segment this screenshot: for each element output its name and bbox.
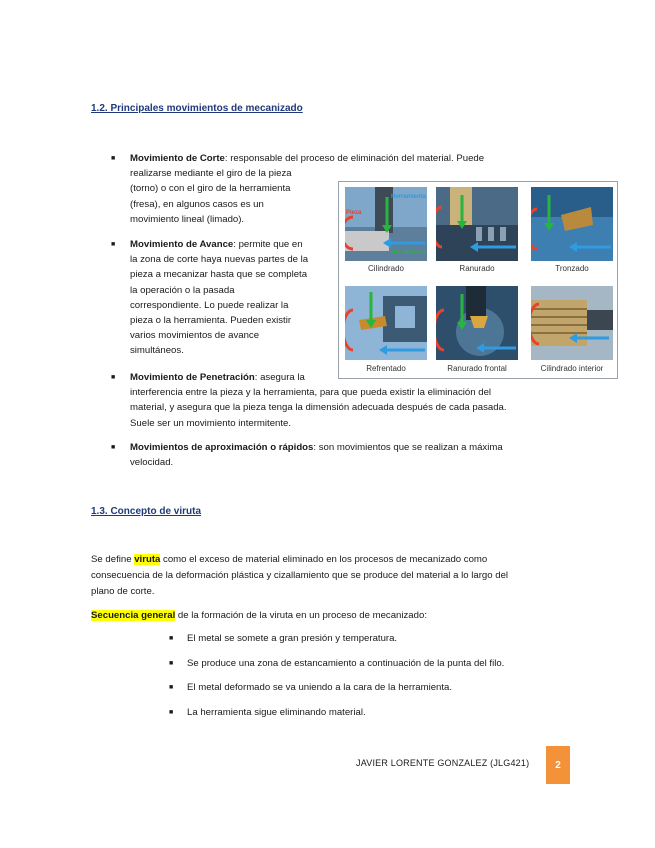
line: varios movimientos de avance [130,330,260,342]
bullet-icon: ■ [169,660,174,667]
bullet-movimientos-aproximacion [130,440,503,470]
caption-ranurado: Ranurado [459,264,495,273]
label-pieza: Pieza [346,210,362,216]
caption-refrentado: Refrentado [366,364,406,373]
term-corte: Movimiento de Corte [130,153,225,164]
highlight-secuencia-general: Secuencia general [91,610,176,621]
cilindrado-image [345,187,427,261]
line: simultáneos. [130,345,184,357]
caption-ranurado-frontal: Ranurado frontal [447,364,507,373]
term-penetracion: Movimiento de Penetración [130,372,255,383]
line: (torno) o con el giro de la herramienta [130,183,291,195]
label-herramienta: Herramienta [391,250,427,256]
cilindrado-interior-image [531,286,613,360]
line: consecuencia de la deformación plástica y cizallamiento que se produce del material a lo largo del [91,570,509,581]
ranurado-frontal-image [436,286,518,360]
bullet-movimiento-penetracion [130,370,507,431]
machining-operations-figure [338,181,618,379]
text: como el exceso de material eliminado en los procesos de mecanizado como [160,554,488,565]
line: (fresa), en algunos casos es un [130,198,264,210]
line: Suele ser un movimiento intermitente. [130,417,292,429]
line: : asegura la [254,372,305,383]
step-item: El metal se somete a gran presión y temperatura. [187,633,398,644]
bullet-icon: ■ [169,709,174,716]
bullet-icon: ■ [111,241,116,248]
paragraph-definicion-viruta [91,552,571,600]
line: realizarse mediante el giro de la pieza [130,168,292,180]
line: velocidad. [130,457,174,469]
term-aproximacion: Movimientos de aproximación o rápidos [130,442,314,453]
line: pieza o la herramienta. Pueden existir [130,315,292,327]
refrentado-image [345,286,427,360]
footer-author: JAVIER LORENTE GONZALEZ (JLG421) [356,758,530,768]
section-heading-1-3: 1.3. Concepto de viruta [91,506,202,517]
bullet-icon: ■ [169,684,174,691]
line: la operación o la pasada [130,284,235,296]
step-item: Se produce una zona de estancamiento a continuación de la punta del filo. [187,658,505,669]
term-avance: Movimiento de Avance [130,239,234,250]
line: correspondiente. Lo puede realizar la [130,299,289,311]
text: de la formación de la viruta en un proceso de mecanizado: [175,610,427,621]
caption-tronzado: Tronzado [555,264,589,273]
step-item: La herramienta sigue eliminando material. [187,707,366,718]
bullet-icon: ■ [169,635,174,642]
line: : son movimientos que se realizan a máxima [313,442,503,453]
section-heading-1-2: 1.2. Principales movimientos de mecanizado [91,103,303,114]
line: plano de corte. [91,586,155,597]
step-item: El metal deformado se va uniendo a la cara de la herramienta. [187,682,453,693]
line: pieza a mecanizar hasta que se completa [130,269,308,281]
bullet-movimiento-avance [130,237,308,359]
label-herramienta: Herramienta [391,194,427,200]
line: material, y asegura que la pieza tenga la dimensión adecuada después de cada pasada. [130,402,507,414]
page-number-badge: 2 [546,746,570,784]
caption-cilindrado: Cilindrado [367,264,405,273]
line: : permite que en [233,239,303,250]
ranurado-image [436,187,518,261]
line: : responsable del proceso de eliminación del material. Puede [224,153,485,164]
line: la zona de corte haya nuevas partes de la [130,254,309,266]
line: movimiento lineal (limado). [130,213,245,225]
bullet-icon: ■ [111,155,116,162]
caption-cilindrado-interior: Cilindrado interior [540,364,604,373]
tronzado-image [531,187,613,261]
line: interferencia entre la pieza y la herramienta, para que pueda existir la eliminación del [130,387,492,399]
highlight-viruta: viruta [134,554,161,565]
bullet-icon: ■ [111,374,116,381]
paragraph-secuencia-general [91,608,571,624]
text: Se define [91,554,135,565]
bullet-icon: ■ [111,444,116,451]
